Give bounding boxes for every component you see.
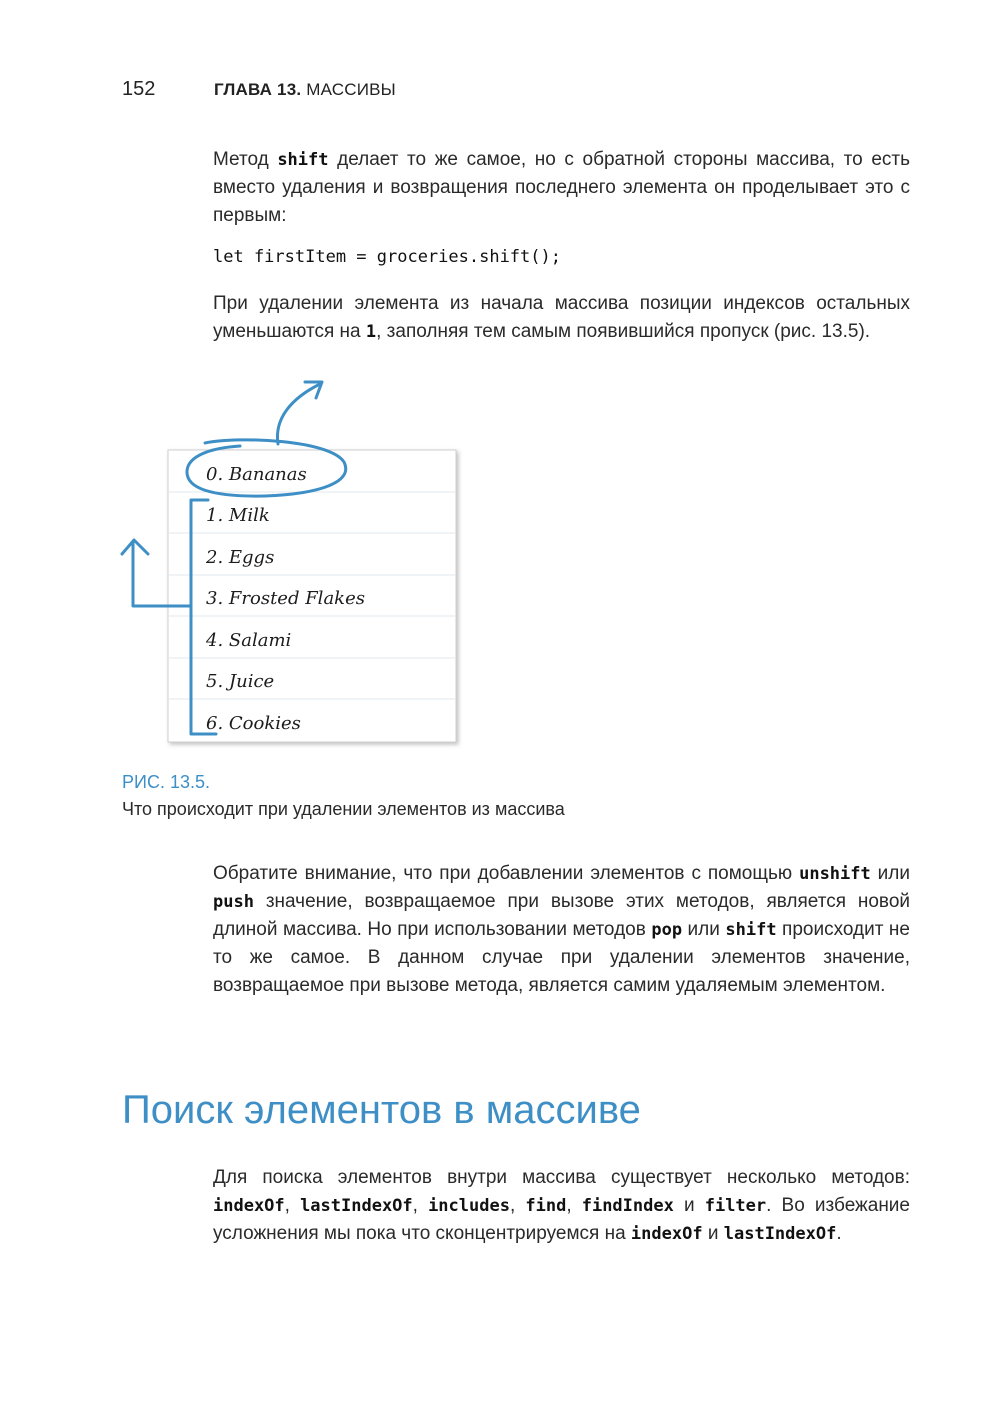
figure-diagram (0, 370, 1000, 760)
list-item-0: 0. Bananas (206, 464, 307, 485)
code-filter: filter (704, 1196, 767, 1216)
paragraph-return-values: Обратите внимание, что при добавлении элементов с помощью unshift или push значение, возвращаемое при вызове этих методов, является новой длиной массива. Но при использовании методов pop или shift происходит не то же самое. В данном случае при удалении элементов значение, возвращаемое при вызове метода, является самим удаляемым элементом. (213, 863, 910, 996)
code-indexof: indexOf (213, 1196, 285, 1216)
code-lastindexof: lastIndexOf (300, 1196, 413, 1216)
paragraph-search-methods: Для поиска элементов внутри массива существует несколько методов: indexOf, lastIndexOf, includes, find, findIndex и filter. Во избежание усложнения мы пока что сконцентрируемся на indexOf и lastIndexOf. (213, 1167, 910, 1244)
list-item-6: 6. Cookies (206, 713, 301, 734)
figure-caption-text: Что происходит при удалении элементов из массива (122, 799, 565, 819)
list-item-3: 3. Frosted Flakes (206, 588, 365, 609)
list-item-5: 5. Juice (206, 671, 275, 692)
code-line: let firstItem = groceries.shift(); (213, 247, 561, 267)
list-item-4: 4. Salami (206, 630, 292, 651)
code-find: find (525, 1196, 567, 1216)
code-one: 1 (365, 322, 377, 342)
code-lastindexof-2: lastIndexOf (723, 1224, 837, 1244)
list-item-1: 1. Milk (206, 505, 270, 526)
code-shift: shift (277, 150, 329, 170)
chapter-title: МАССИВЫ (306, 80, 396, 99)
paragraph-shift: Метод shift делает то же самое, но с обратной стороны массива, то есть вместо удаления и возвращения последнего элемента он проделывает это с первым: (213, 149, 910, 226)
shift-up-arrowhead (122, 540, 148, 554)
chapter-label: ГЛАВА 13. (214, 80, 302, 99)
page-number: 152 (122, 78, 156, 100)
list-item-2: 2. Eggs (206, 547, 275, 568)
removed-item-arrow (277, 384, 320, 444)
code-unshift: unshift (799, 864, 871, 884)
paragraph-index-shift: При удалении элемента из начала массива позиции индексов остальных уменьшаются на 1, заполняя тем самым появившийся пропуск (рис. 13.5). (213, 293, 910, 342)
code-includes: includes (428, 1196, 510, 1216)
code-push: push (213, 892, 254, 912)
code-pop: pop (651, 920, 683, 940)
figure-13-5 (0, 370, 1000, 760)
section-heading: Поиск элементов в массиве (122, 1088, 641, 1132)
code-shift-2: shift (725, 920, 777, 940)
chapter-header (214, 80, 396, 100)
code-indexof-2: indexOf (630, 1224, 703, 1244)
figure-caption-number: РИС. 13.5. (122, 772, 210, 792)
code-findindex: findIndex (581, 1196, 674, 1216)
